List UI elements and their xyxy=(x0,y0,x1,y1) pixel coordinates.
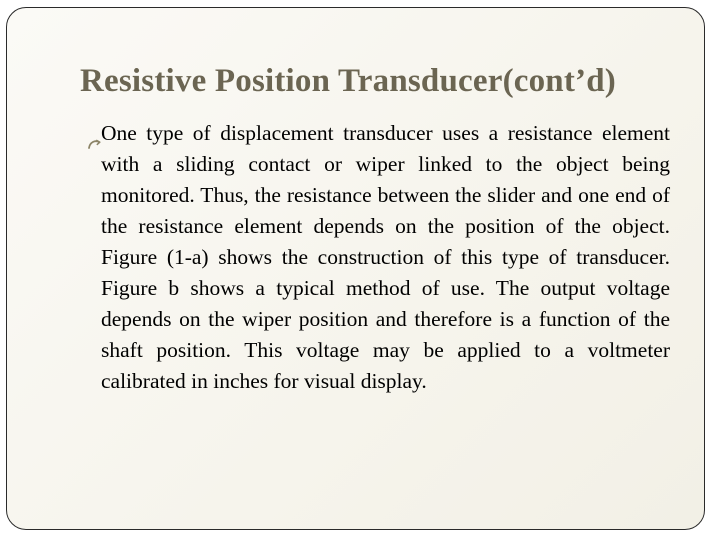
bullet-paragraph: One type of displacement transducer uses a resistance element with a sliding contact or wiper linked to the object being monitored. Thus, the resistance between the slider and one end of the resistance element depends on the position of the object. Figure (1-a) shows the construction of this type of transducer. Figure b shows a typical method of use. The output voltage depends on the wiper position and therefore is a function of the shaft position. This voltage may be applied to a voltmeter calibrated in inches for visual display. xyxy=(101,121,670,393)
bullet-item xyxy=(101,118,670,397)
slide-title: Resistive Position Transducer(cont’d) xyxy=(80,63,616,99)
curved-arrow-bullet-icon xyxy=(88,128,101,139)
